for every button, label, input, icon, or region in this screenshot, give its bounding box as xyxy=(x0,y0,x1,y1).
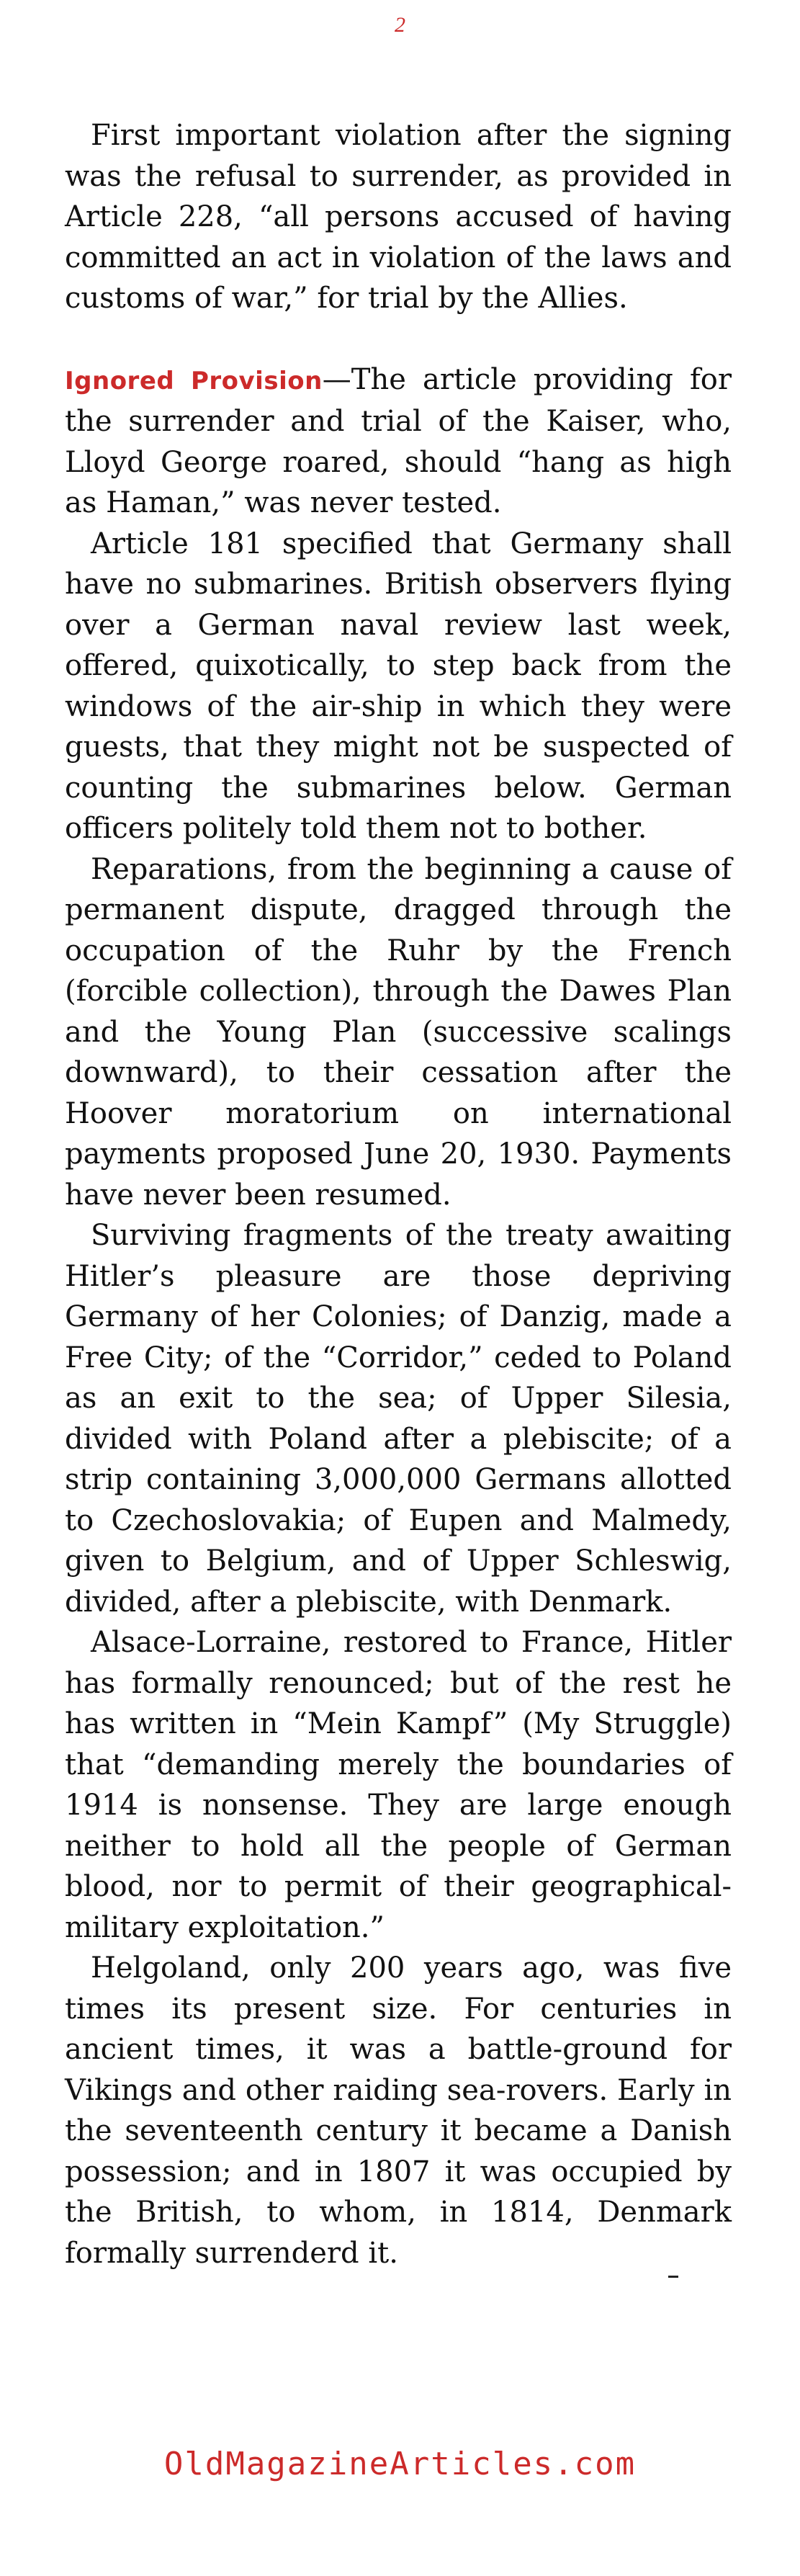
paragraph-2 xyxy=(65,359,732,524)
paragraph-5: Surviving fragments of the treaty awaiting Hitler’s pleasure are those depriving Germany of her Colonies; of Danzig, made a Free City; of the “Corridor,” ceded to Poland as an exit to the sea; of Upper Silesia, divided with Poland after a plebiscite; of a strip containing 3,000,000 Germans allotted to Czechoslovakia; of Eupen and Malmedy, given to Belgium, and of Upper Schleswig, divided, after a plebiscite, with Denmark. xyxy=(65,1219,732,1619)
paragraph-3: Article 181 specified that Germany shall have no submarines. British observers flying over a German naval review last week, offered, quixotically, to step back from the windows of the air-ship in which they were guests, that they might not be suspected of counting the submarines below. German officers politely told them not to bother. xyxy=(65,527,732,845)
article-body xyxy=(65,115,732,2273)
paragraph-6: Alsace-Lorraine, restored to France, Hitler has formally renounced; but of the rest he has written in “Mein Kampf” (My Struggle) that “demanding merely the boundaries of 1914 is nonsense. They are large enough neither to hold all the people of German blood, nor to permit of their geographical-military exploitation.” xyxy=(65,1626,732,1944)
paragraph-1: First important violation after the signing was the refusal to surrender, as provided in Article 228, “all persons accused of having committed an act in violation of the laws and customs of war,” for trial by the Allies. xyxy=(65,119,732,315)
page-number: 2 xyxy=(395,13,405,37)
footer-credit: OldMagazineArticles.com xyxy=(163,2446,637,2482)
subhead-ignored-provision: Ignored Provision xyxy=(65,366,323,395)
paragraph-7: Helgoland, only 200 years ago, was five times its present size. For centuries in ancient times, it was a battle-ground for Vikings and other raiding sea-rovers. Early in the seventeenth century it became a Danish possession; and in 1807 it was occupied by the British, to whom, in 1814, Denmark formally surrenderd it. xyxy=(65,1951,732,2270)
paragraph-2-text: —The article providing for the surrender and trial of the Kaiser, who, Lloyd George roared, should “hang as high as Haman,” was never tested. xyxy=(65,362,732,519)
end-mark xyxy=(668,2276,678,2278)
paragraph-4: Reparations, from the beginning a cause of permanent dispute, dragged through the occupation of the Ruhr by the French (forcible collection), through the Dawes Plan and the Young Plan (successive scalings downward), to their cessation after the Hoover moratorium on international payments proposed June 20, 1930. Payments have never been resumed. xyxy=(65,852,732,1212)
